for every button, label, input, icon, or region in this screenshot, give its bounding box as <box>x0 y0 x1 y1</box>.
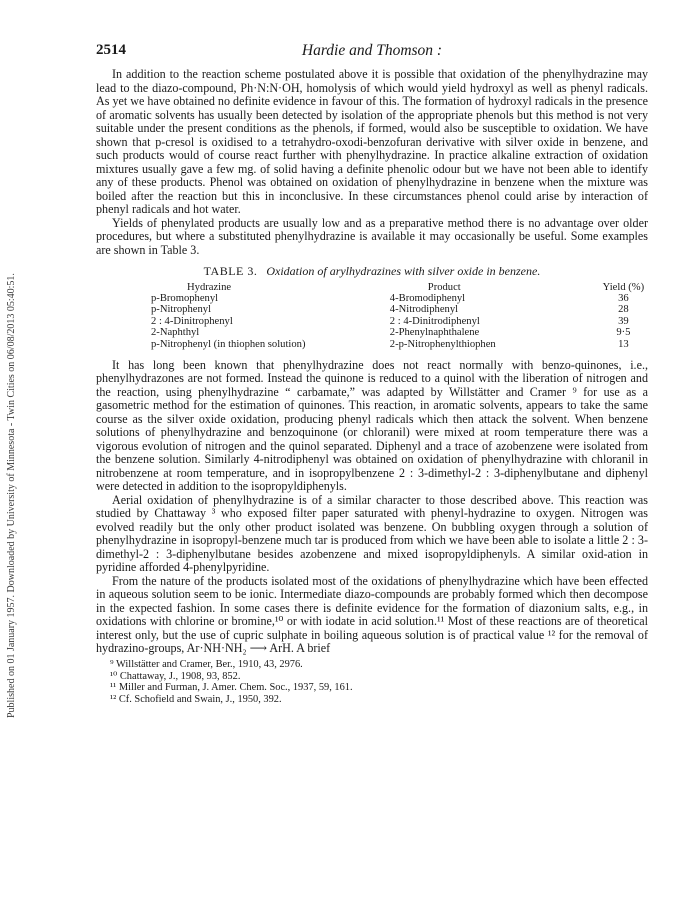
footnote: ¹² Cf. Schofield and Swain, J., 1950, 392. <box>110 693 282 705</box>
page-number: 2514 <box>96 42 126 58</box>
table-cell: 2 : 4-Dinitrodiphenyl <box>389 315 480 327</box>
table-cell: 28 <box>618 304 629 316</box>
column-header: Product <box>427 281 461 293</box>
table-cell: 2 : 4-Dinitrophenyl <box>151 315 233 327</box>
footnotes <box>96 659 648 705</box>
download-notice: Published on 01 January 1957. Downloaded by University of Minnesota - Twin Cities on 06/08/2013 05:40:51. <box>6 273 17 719</box>
table-cell: 2-Naphthyl <box>151 327 200 339</box>
table-cell: 2-Phenylnaphthalene <box>389 327 480 339</box>
table-cell: 39 <box>618 315 629 327</box>
table-cell: 4-Nitrodiphenyl <box>389 304 459 316</box>
footnote: ¹¹ Miller and Furman, J. Amer. Chem. Soc., 1937, 59, 161. <box>110 682 353 694</box>
column-header: Yield (%) <box>602 281 645 293</box>
running-head: Hardie and Thomson : <box>301 42 443 59</box>
table-cell: 36 <box>618 292 629 304</box>
table-label: TABLE 3. <box>203 264 258 278</box>
paragraph: From the nature of the products isolated most of the oxidations of phenylhydrazine which have been effected in aqueous solution seem to be ionic. Intermediate diazo-compounds are probably formed which then decompose in the expected fashion. In some cases there is definite evidence for the formation of diazonium salts, e.g., in oxidations with chlorine or bromine,¹⁰ or with iodate in acid solution.¹¹ Most of these reactions are of theoretical interest only, but the use of cupric sulphate in boiling aqueous solution is of practical value ¹² for the removal of hydrazino-groups, Ar·NH·NH₂ ⟶ ArH. A brief <box>96 573 648 656</box>
paragraph: It has long been known that phenylhydrazine does not react normally with benzo-quinones, i.e., phenylhydrazones are not formed. Instead the quinone is reduced to a quinol with the liberation of nitrogen and the reaction, using phenylhydrazine “ carbamate,” was adapted by Willstätter and Cramer ⁹ for use as a gasometric method for the estimation of quinones. This reaction, in aromatic solvents, appears to take the same course as the silver oxide oxidation, producing phenyl radicals which then attack the solvent. When benzene solutions of phenylhydrazine and benzoquinone (or chloranil) were mixed at room temperature there was a vigorous evolution of nitrogen and the quinol separated. Diphenyl and a trace of azobenzene were isolated from the benzene solution. Similarly 4-nitrodiphenyl was obtained on oxidation of phenylhydrazine with chloranil in nitrobenzene at room temperature, and in isopropylbenzene 2 : 3-dimethyl-2 : 3-diphenylbutane and diphenyl were detected in addition to the isopropyldiphenyls. <box>96 357 648 494</box>
footnote: ¹⁰ Chattaway, J., 1908, 93, 852. <box>110 670 241 682</box>
table-row <box>151 304 648 315</box>
page-body <box>96 44 648 705</box>
column-header: Hydrazine <box>187 281 232 293</box>
paragraph: Yields of phenylated products are usually low and as a preparative method there is no advantage over older procedures, but where a substituted phenylhydrazine is available it may occasionally be useful. Some examples are shown in Table 3. <box>96 215 648 257</box>
table-cell: p-Bromophenyl <box>151 292 219 304</box>
table-row <box>151 327 648 338</box>
table-title: Oxidation of arylhydrazines with silver oxide in benzene. <box>266 264 541 278</box>
table-cell: 13 <box>618 338 629 350</box>
paragraph: Aerial oxidation of phenylhydrazine is of a similar character to those described above. This reaction was studied by Chattaway ³ who exposed filter paper saturated with phenyl-hydrazine to oxygen. Nitrogen was evolved readily but the only other product isolated was benzene. On bubbling oxygen through a solution of phenylhydrazine in isopropyl-benzene much tar is produced from which we have been able to isolate a little 2 : 3-dimethyl-2 : 3-diphenylbutane besides azobenzene and mixed isopropyldiphenyls. A similar oxid-ation in pyridine afforded 4-phenylpyridine. <box>96 492 648 575</box>
table-cell: 4-Bromodiphenyl <box>389 292 466 304</box>
paragraph: In addition to the reaction scheme postulated above it is possible that oxidation of the phenylhydrazine may lead to the diazo-compound, Ph·N:N·OH, homolysis of which would yield hydroxyl as well as phenyl radicals. As yet we have obtained no definite evidence in favour of this. The formation of hydroxyl radicals in the presence of aromatic solvents has usually been detected by isolation of the appropriate phenols but this method is not very suitable under the present conditions as the phenols, if formed, would also be susceptible to oxidation. We have shown that p-cresol is oxidised to a tetrahydro-oxodi-benzofuran derivative with silver oxide in benzene, and such products would of course react further with phenylhydrazine. In practice alkaline extraction of oxidation mixtures usually gave a few mg. of solid having a definite phenolic odour but we have not been able to identify any of these products. Phenol was obtained on oxidation of phenylhydrazine in benzene when the mixture was boiled after the reaction but this in inconclusive. In these circumstances phenol could arise by interaction of phenyl radicals and hot water. <box>96 67 648 216</box>
table-row <box>151 339 648 350</box>
data-table <box>151 282 648 350</box>
table-cell: p-Nitrophenyl <box>151 304 212 316</box>
table-row <box>151 316 648 327</box>
footnote: ⁹ Willstätter and Cramer, Ber., 1910, 43, 2976. <box>110 658 303 670</box>
table-row <box>151 293 648 304</box>
page-header <box>96 44 648 68</box>
table-cell: 2-p-Nitrophenylthiophen <box>389 338 496 350</box>
table-header-row <box>151 282 648 293</box>
table-caption <box>96 265 648 279</box>
table-cell: p-Nitrophenyl (in thiophen solution) <box>151 338 306 350</box>
table-cell: 9·5 <box>616 327 631 339</box>
